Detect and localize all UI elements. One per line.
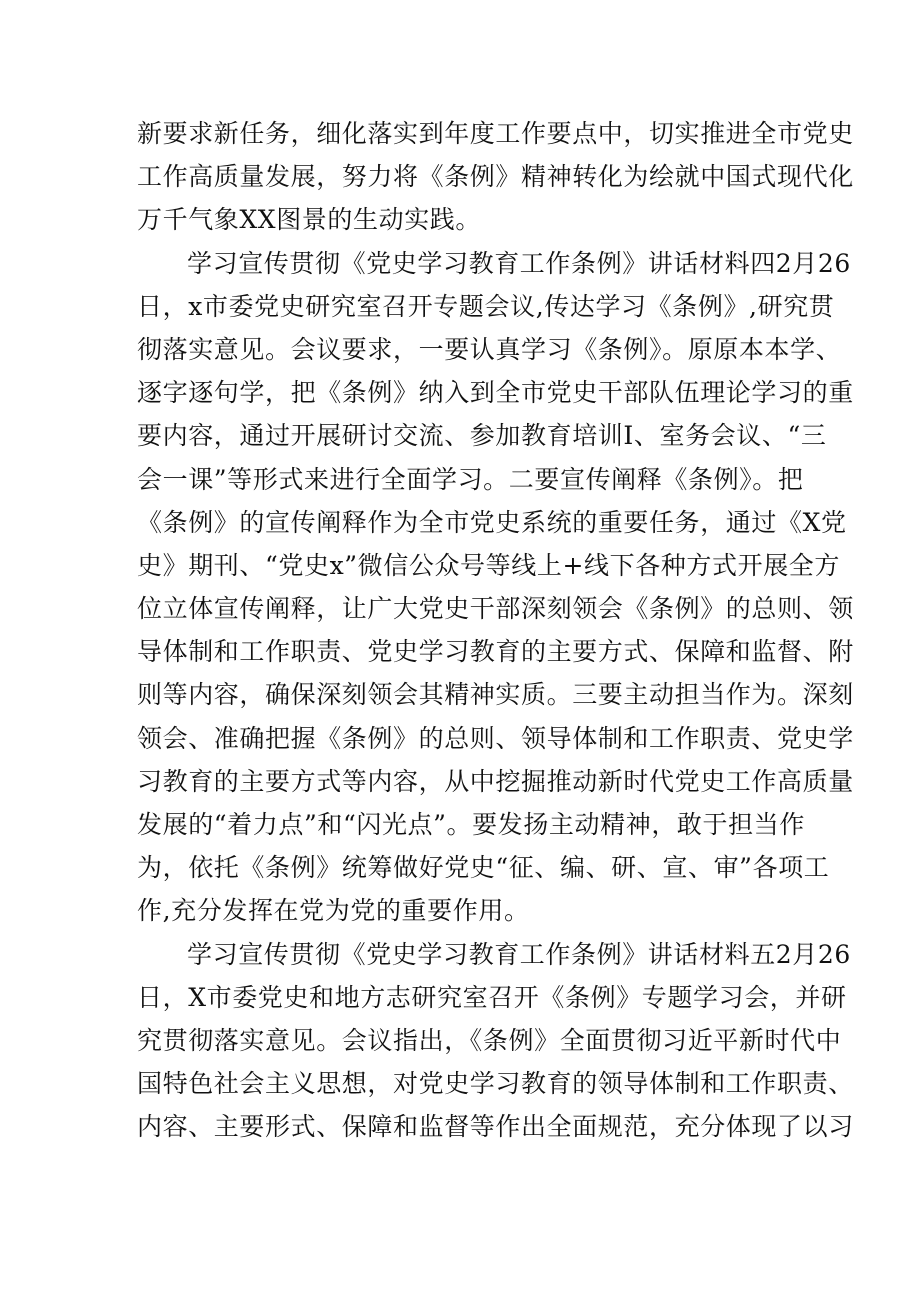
text-line: 工作高质量发展，努力将《条例》精神转化为绘就中国式现代化 (137, 162, 854, 192)
text-line: 究贯彻落实意见。会议指出，《条例》全面贯彻习近平新时代中 (137, 1025, 842, 1055)
paragraph-first-line: 学习宣传贯彻《党史学习教育工作条例》讲话材料五2月26 (187, 939, 851, 969)
text-line: 万千气象XX图景的生动实践。 (137, 205, 481, 235)
text-line: 领会、准确把握《条例》的总则、领导体制和工作职责、党史学 (137, 723, 854, 753)
paragraph-first-line: 学习宣传贯彻《党史学习教育工作条例》讲话材料四2月26 (187, 248, 851, 278)
text-line: 日，x市委党史研究室召开专题会议,传达学习《条例》,研究贯 (137, 291, 835, 321)
text-line: 则等内容，确保深刻领会其精神实质。三要主动担当作为。深刻 (137, 680, 854, 710)
text-line: 为，依托《条例》统筹做好党史“征、编、研、宣、审”各项工 (137, 853, 830, 883)
text-line: 内容、主要形式、保障和监督等作出全面规范，充分体现了以习 (137, 1112, 854, 1142)
text-line: 新要求新任务，细化落实到年度工作要点中，切实推进全市党史 (137, 119, 854, 148)
text-line: 逐字逐句学，把《条例》纳入到全市党史干部队伍理论学习的重 (137, 378, 854, 408)
text-line: 发展的“着力点”和“闪光点”。要发扬主动精神，敢于担当作 (137, 810, 805, 839)
body-text (137, 112, 854, 1149)
text-line: 日，X市委党史和地方志研究室召开《条例》专题学习会，并研 (137, 982, 847, 1012)
text-line: 会一课”等形式来进行全面学习。二要宣传阐释《条例》。把 (137, 464, 804, 494)
text-line: 史》期刊、“党史x”微信公众号等线上+线下各种方式开展全方 (137, 550, 841, 580)
text-line: 国特色社会主义思想，对党史学习教育的领导体制和工作职责、 (137, 1069, 854, 1099)
text-line: 习教育的主要方式等内容，从中挖掘推动新时代党史工作高质量 (137, 766, 854, 796)
text-line: 位立体宣传阐释，让广大党史干部深刻领会《条例》的总则、领 (137, 594, 854, 624)
text-line: 要内容，通过开展研讨交流、参加教育培训I、室务会议、“三 (137, 421, 827, 451)
text-line: 作,充分发挥在党为党的重要作用。 (137, 896, 530, 926)
text-line: 彻落实意见。会议要求，一要认真学习《条例》。原原本本学、 (137, 334, 842, 364)
text-line: 《条例》的宣传阐释作为全市党史系统的重要任务，通过《X党 (137, 507, 847, 537)
text-line: 导体制和工作职责、党史学习教育的主要方式、保障和监督、附 (137, 637, 854, 667)
